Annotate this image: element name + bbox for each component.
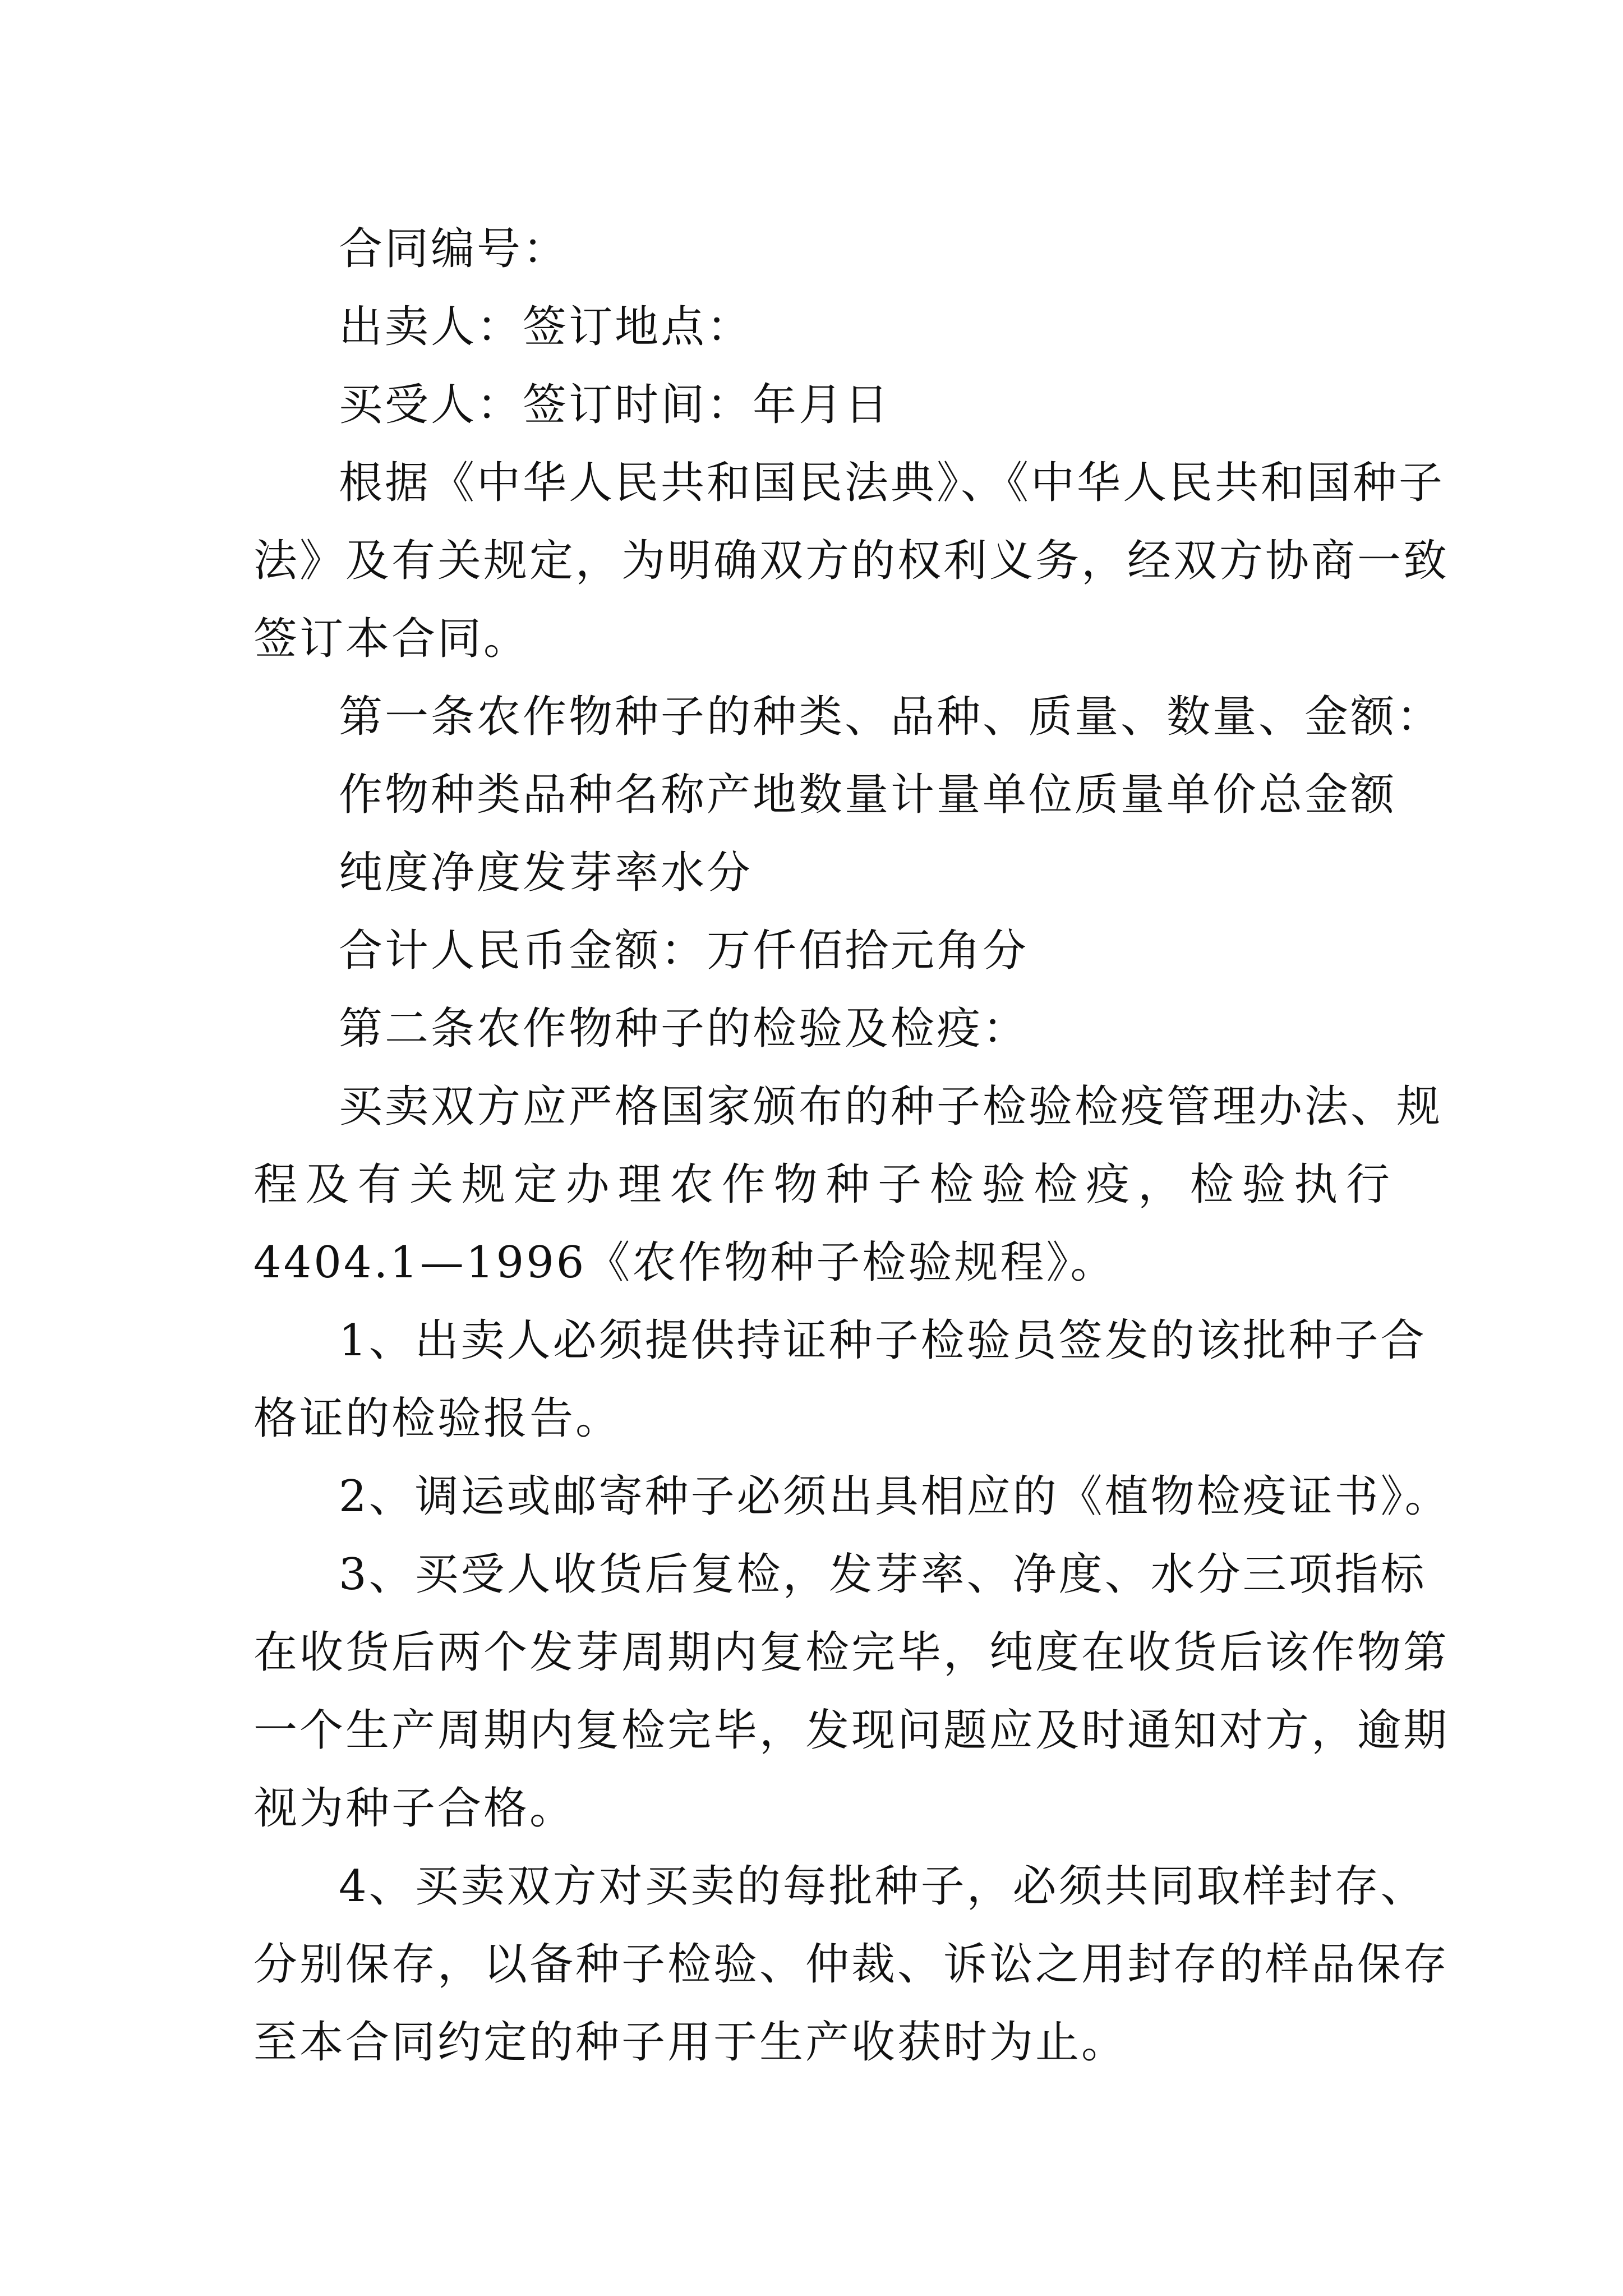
article-2-item-3-line-4: 视为种子合格。 (253, 1783, 576, 1834)
article-2-item-4-line-1: 4、买卖双方对买卖的每批种子，必须共同取样封存、 (339, 1861, 1427, 1912)
article-2-item-3-line-2: 在收货后两个发芽周期内复检完毕，纯度在收货后该作物第 (253, 1627, 1450, 1678)
article-1-title: 第一条农作物种子的种类、品种、质量、数量、金额： (339, 692, 1443, 742)
article-1-quality-row: 纯度净度发芽率水分 (339, 848, 753, 898)
article-1-total-row: 合计人民币金额：万仟佰拾元角分 (339, 926, 1029, 976)
article-2-body-line-2: 程及有关规定办理农作物种子检验检疫，检验执行 (253, 1159, 1392, 1210)
article-2-item-1-line-1: 1、出卖人必须提供持证种子检验员签发的该批种子合 (339, 1315, 1427, 1366)
article-2-item-4-line-2: 分别保存，以备种子检验、仲裁、诉讼之用封存的样品保存 (253, 1939, 1450, 1990)
buyer-time-line: 买受人：签订时间：年月日 (339, 380, 891, 430)
contract-text (253, 210, 1451, 2082)
article-1-header-row: 作物种类品种名称产地数量计量单位质量单价总金额 (339, 770, 1397, 820)
article-2-item-3-line-3: 一个生产周期内复检完毕，发现问题应及时通知对方，逾期 (253, 1705, 1450, 1756)
article-2-title: 第二条农作物种子的检验及检疫： (339, 1004, 1029, 1054)
article-2-item-1-line-2: 格证的检验报告。 (253, 1393, 622, 1444)
contract-number-line: 合同编号： (339, 224, 569, 274)
article-2-item-2-line-1: 2、调运或邮寄种子必须出具相应的《植物检疫证书》。 (339, 1471, 1451, 1522)
article-2-item-4-line-3: 至本合同约定的种子用于生产收获时为止。 (253, 2017, 1128, 2068)
intro-line-1: 根据《中华人民共和国民法典》、《中华人民共和国种子 (339, 458, 1445, 508)
intro-line-2: 法》及有关规定，为明确双方的权利义务，经双方协商一致 (253, 536, 1450, 586)
article-2-body-line-3: 4404.1—1996《农作物种子检验规程》。 (253, 1237, 1117, 1288)
seller-place-line: 出卖人：签订地点： (339, 302, 753, 352)
article-2-body-line-1: 买卖双方应严格国家颁布的种子检验检疫管理办法、规 (339, 1082, 1443, 1132)
intro-line-3: 签订本合同。 (253, 614, 530, 664)
article-2-item-3-line-1: 3、买受人收货后复检，发芽率、净度、水分三项指标 (339, 1549, 1427, 1600)
